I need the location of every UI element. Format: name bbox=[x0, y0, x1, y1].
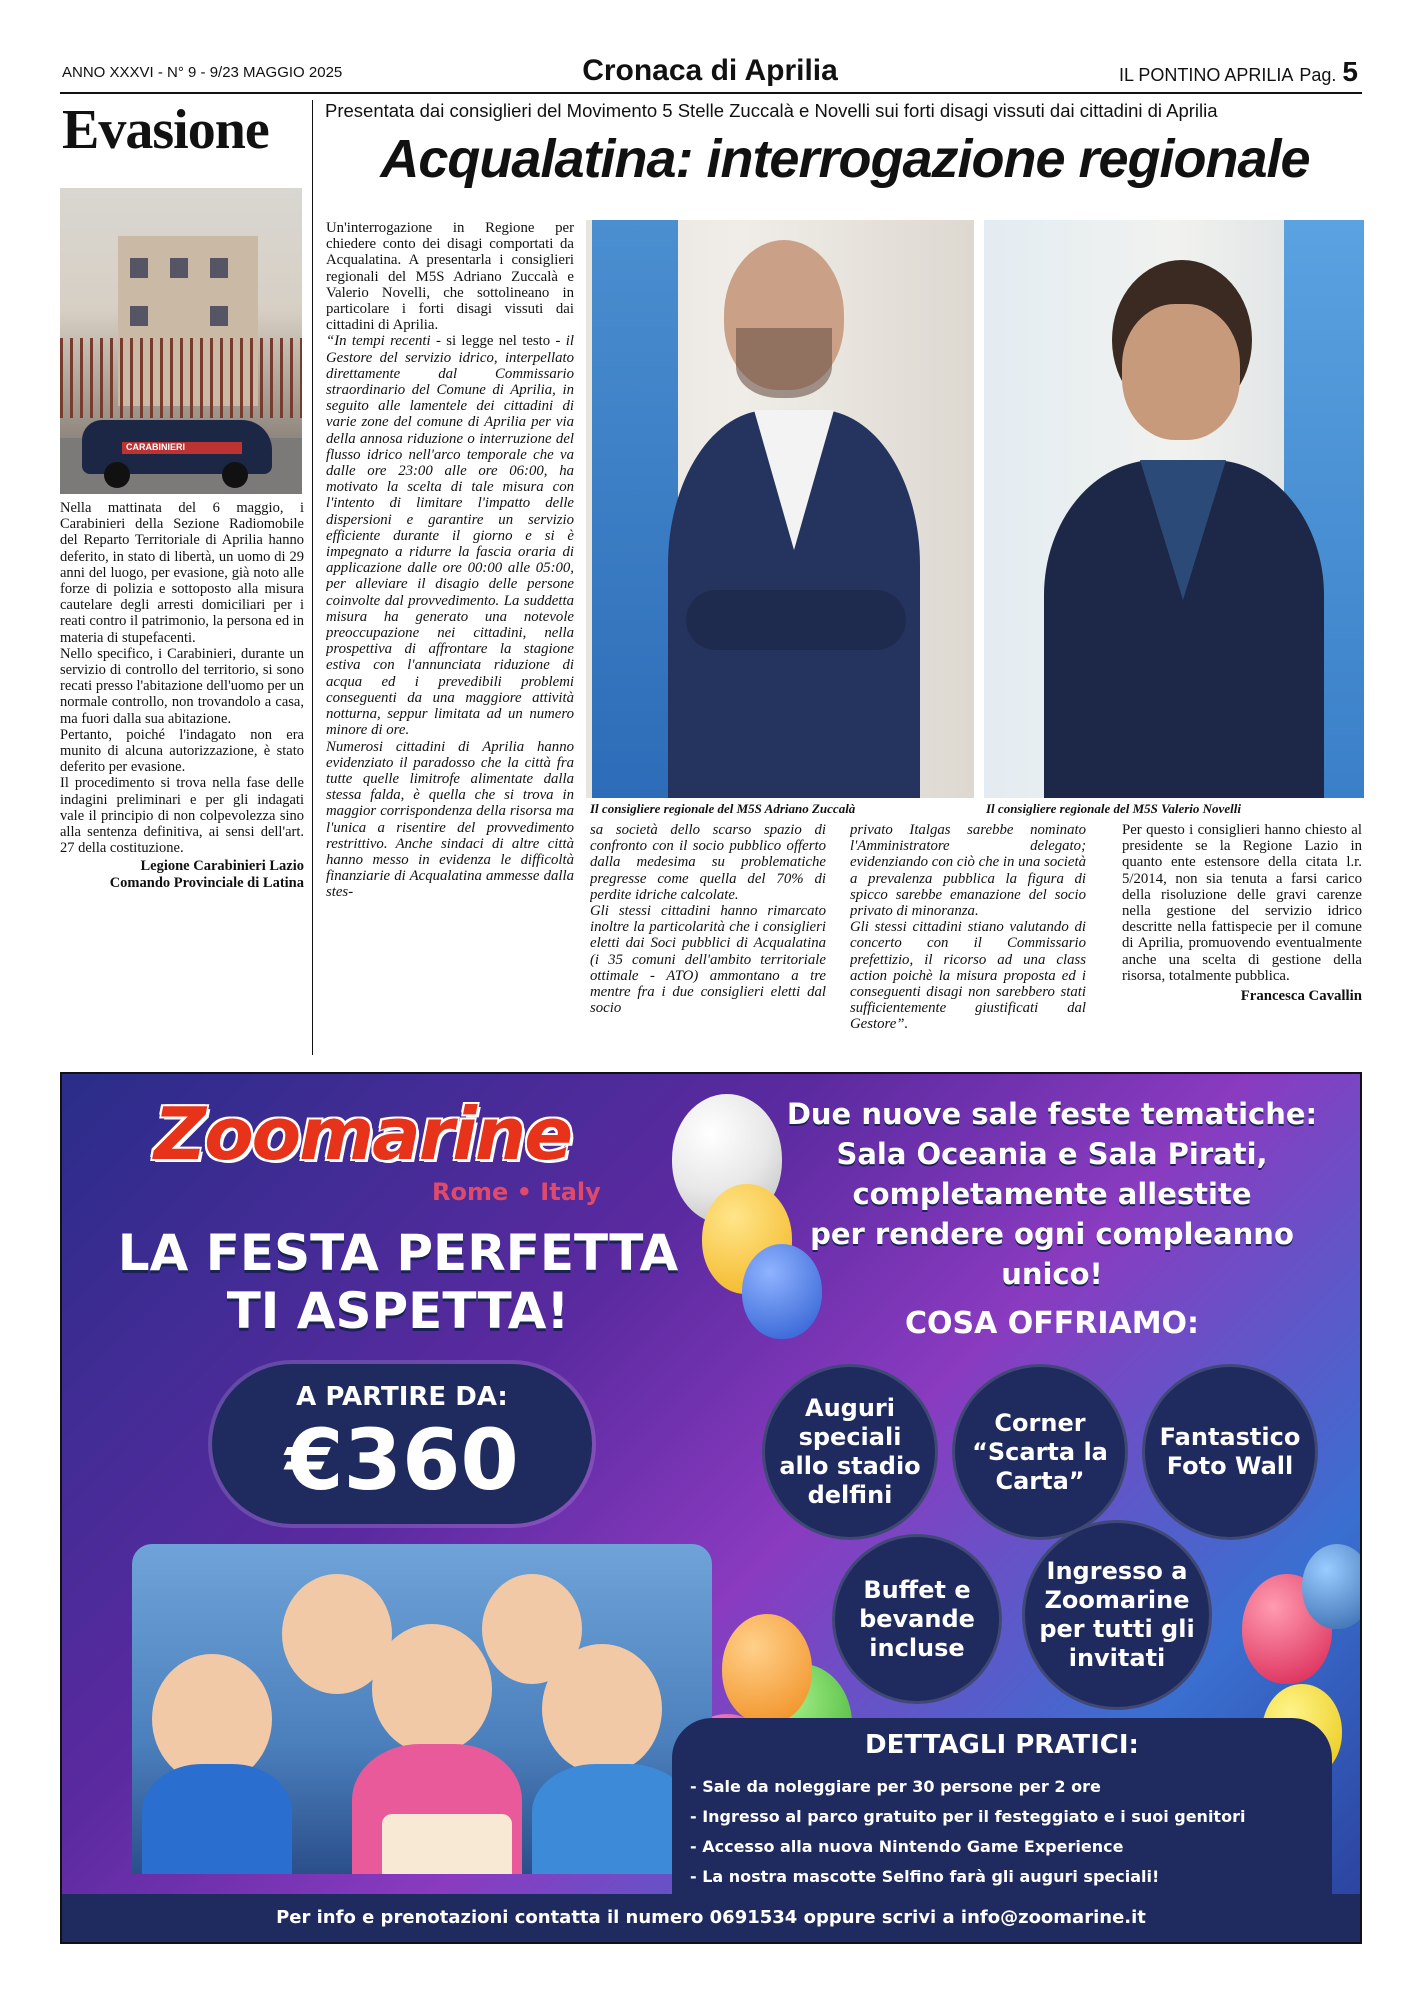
photo-caption: Il consigliere regionale del M5S Valerio Novelli bbox=[986, 801, 1241, 816]
slogan-line: LA FESTA PERFETTA bbox=[117, 1224, 679, 1282]
logo-subtitle: Rome • Italy bbox=[432, 1178, 601, 1206]
article-paragraph: Numerosi cittadini di Aprilia hanno evidenziato il paradosso che la città fra tutte quelle limitrofe alimentate dalla stessa falda, è quella che si trova in maggior corrispondenza della risorsa ma l'unica a risentire del provvedimento restrittivo. Anche sindaci di altre città hanno messo in evidenza le difficoltà finanziarie di Acqualatina ammesse dalla stes- bbox=[326, 738, 574, 901]
article-paragraph: privato Italgas sarebbe nominato l'Amministratore delegato; evidenziando con ciò che in una società a prevalenza pubblica la figura di spicco sarebbe emanazione del socio privato di minoranza. bbox=[850, 822, 1086, 920]
quote-rest: il Gestore del servizio idrico, interpellato direttamente dal Commissario straordinario del Comune di Aprilia, in seguito alle lamentele dei cittadini di varie zone del comune di Aprilia per via della annosa riduzione o interruzione del flusso idrico nell'arco temporale che va dalle ore 23:00 alle ore 06:00, ha motivato la scelta di tale misura con l'intento di limitare l'impatto delle dispersioni e garantire un servizio efficiente durante il giorno e si è impegnato a ridurre la fascia oraria di applicazione dalle ore 00:00 alle 05:00, per alleviare il disagio delle persone coinvolte dal provvedimento. La suddetta misura ha generato una notevole preoccupazione nei cittadini, nella prospettiva di affrontare la stagione estiva con l'annunciata riduzione di acqua ed i prevedibili problemi conseguenti da una maggiore attività notturna, seppur limitata ad un numero minore di ore. bbox=[326, 333, 574, 739]
carabinieri-car bbox=[82, 420, 272, 474]
article-col-4 bbox=[1122, 822, 1362, 1052]
price-label: A PARTIRE DA: bbox=[296, 1382, 508, 1412]
zoomarine-logo[interactable]: Zoomarine bbox=[154, 1092, 572, 1176]
article-col-2 bbox=[590, 822, 826, 1052]
sidebar-body bbox=[60, 500, 304, 1040]
page-number: 5 bbox=[1342, 56, 1358, 87]
zoomarine-ad[interactable] bbox=[60, 1072, 1362, 1944]
quote-mid: - si legge nel testo - bbox=[430, 333, 566, 350]
ad-slogan bbox=[88, 1224, 708, 1340]
sidebar-paragraph: Nella mattinata del 6 maggio, i Carabinieri della Sezione Radiomobile del Reparto Territoriale di Aprilia hanno deferito, in stato di libertà, un uomo di 29 anni del luogo, per evasione, già noto alle forze di polizia e sottoposto alla misura cautelare degli arresti domiciliari per i reati contro il patrimonio, la persona ed in materia di stupefacenti. bbox=[60, 500, 304, 646]
offer-bubble: Auguri speciali allo stadio delfini bbox=[762, 1364, 938, 1540]
column-divider bbox=[312, 100, 313, 1055]
article-paragraph: Gli stessi cittadini stiano valutando di concerto con il Commissario prefettizio, il ricorso ad una class action poichè la misura proposta ed i conseguenti disagi non sarebbero stati sufficientemente giustificati dal Gestore”. bbox=[850, 919, 1086, 1033]
photo-zuccala bbox=[586, 220, 974, 798]
details-panel bbox=[672, 1718, 1332, 1898]
sidebar-paragraph: Nello specifico, i Carabinieri, durante un servizio di controllo del territorio, si sono recati presso l'abitazione dell'uomo per un normale controllo, non trovandolo a casa, ma fuori dalla sua abitazione. bbox=[60, 645, 304, 727]
offer-bubble: Fantastico Foto Wall bbox=[1142, 1364, 1318, 1540]
slogan-line: TI ASPETTA! bbox=[226, 1282, 570, 1340]
sidebar-signature: Comando Provinciale di Latina bbox=[109, 874, 304, 891]
offer-bubble: Buffet e bevande incluse bbox=[832, 1534, 1002, 1704]
offer-title: COSA OFFRIAMO: bbox=[904, 1306, 1200, 1341]
offer-bubble: Ingresso a Zoomarine per tutti gli invitati bbox=[1022, 1520, 1212, 1710]
details-title: DETTAGLI PRATICI: bbox=[865, 1730, 1139, 1760]
headline-line: Sala Oceania e Sala Pirati, bbox=[836, 1137, 1268, 1171]
article-col-1 bbox=[326, 220, 574, 1052]
article-quote bbox=[326, 333, 574, 738]
carabinieri-photo bbox=[60, 188, 302, 494]
price-badge bbox=[212, 1364, 592, 1524]
photo-caption: Il consigliere regionale del M5S Adriano Zuccalà bbox=[590, 801, 856, 816]
balloon-decoration bbox=[722, 1614, 812, 1724]
page-header-right bbox=[1119, 56, 1358, 88]
quote-lead: “In tempi recenti bbox=[326, 333, 431, 350]
details-item: - La nostra mascotte Selfino farà gli auguri speciali! bbox=[690, 1867, 1160, 1886]
balloon-decoration bbox=[1302, 1544, 1362, 1629]
article-col-3 bbox=[850, 822, 1086, 1052]
article-paragraph: Gli stessi cittadini hanno rimarcato inoltre la particolarità che i consiglieri eletti dai Soci pubblici di Acqualatina (i 35 comuni dell'ambito territoriale ottimale - ATO) ammontano a tre mentre fra i due consiglieri eletti dal socio bbox=[590, 903, 826, 1017]
issue-line: ANNO XXXVI - N° 9 - 9/23 MAGGIO 2025 bbox=[62, 64, 343, 81]
car-label: CARABINIERI bbox=[126, 442, 186, 452]
paper-name: IL PONTINO APRILIA bbox=[1119, 65, 1294, 85]
article-author: Francesca Cavallin bbox=[1240, 988, 1362, 1005]
details-item: - Sale da noleggiare per 30 persone per 2 ore bbox=[690, 1777, 1101, 1796]
article-paragraph: Per questo i consiglieri hanno chiesto al presidente se la Regione Lazio in quanto ente estensore della citata l.r. 5/2014, non sia tenuta a farsi carico della risoluzione delle gravi carenze nella gestione del servizio idrico descritte nella fattispecie per il comune di Aprilia, promuovendo eventualmente anche una scelta di gestione della risorsa, totalmente pubblica. bbox=[1122, 822, 1362, 984]
offer-bubble: Corner “Scarta la Carta” bbox=[952, 1364, 1128, 1540]
article-headline: Acqualatina: interrogazione regionale bbox=[380, 129, 1310, 189]
headline-line: Due nuove sale feste tematiche: bbox=[786, 1097, 1318, 1131]
article-paragraph: sa società dello scarso spazio di confronto con il socio pubblico offerto dalla medesima su problematiche pregresse come quella del 70% di perdite idriche calcolate. bbox=[590, 822, 826, 903]
sidebar-signature: Legione Carabinieri Lazio bbox=[140, 858, 304, 875]
header-rule bbox=[60, 92, 1362, 94]
section-title: Cronaca di Aprilia bbox=[582, 54, 838, 87]
article-intro: Un'interrogazione in Regione per chiedere conto dei disagi comportati da Acqualatina. A presentarla i consiglieri regionali del M5S Adriano Zuccalà e Valerio Novelli, che sottolineano in particolare i forti disagi vissuti dai cittadini di Aprilia. bbox=[326, 220, 574, 334]
headline-line: per rendere ogni compleanno bbox=[810, 1217, 1294, 1251]
details-item: - Ingresso al parco gratuito per il festeggiato e i suoi genitori bbox=[690, 1807, 1246, 1826]
photo-novelli bbox=[984, 220, 1364, 798]
article-kicker: Presentata dai consiglieri del Movimento 5 Stelle Zuccalà e Novelli sui forti disagi vissuti dai cittadini di Aprilia bbox=[325, 100, 1218, 121]
details-item: - Accesso alla nuova Nintendo Game Experience bbox=[690, 1837, 1124, 1856]
pag-label: Pag. bbox=[1299, 65, 1337, 85]
headline-line: unico! bbox=[1001, 1257, 1103, 1291]
sidebar-title: Evasione bbox=[62, 99, 269, 161]
price-value: €360 bbox=[285, 1411, 519, 1509]
sidebar-paragraph: Il procedimento si trova nella fase delle indagini preliminari e per gli indagati vale il principio di non colpevolezza sino alla sentenza definitiva, ai sensi dell'art. 27 della costituzione. bbox=[60, 775, 304, 857]
children-photo bbox=[132, 1544, 712, 1874]
details-list bbox=[690, 1772, 1320, 1892]
headline-line: completamente allestite bbox=[852, 1177, 1252, 1211]
ad-headline bbox=[752, 1094, 1352, 1294]
ad-footer[interactable]: Per info e prenotazioni contatta il numero 0691534 oppure scrivi a info@zoomarine.it bbox=[62, 1894, 1360, 1942]
sidebar-paragraph: Pertanto, poiché l'indagato non era munito di alcuna autorizzazione, è stato deferito per evasione. bbox=[60, 726, 304, 776]
